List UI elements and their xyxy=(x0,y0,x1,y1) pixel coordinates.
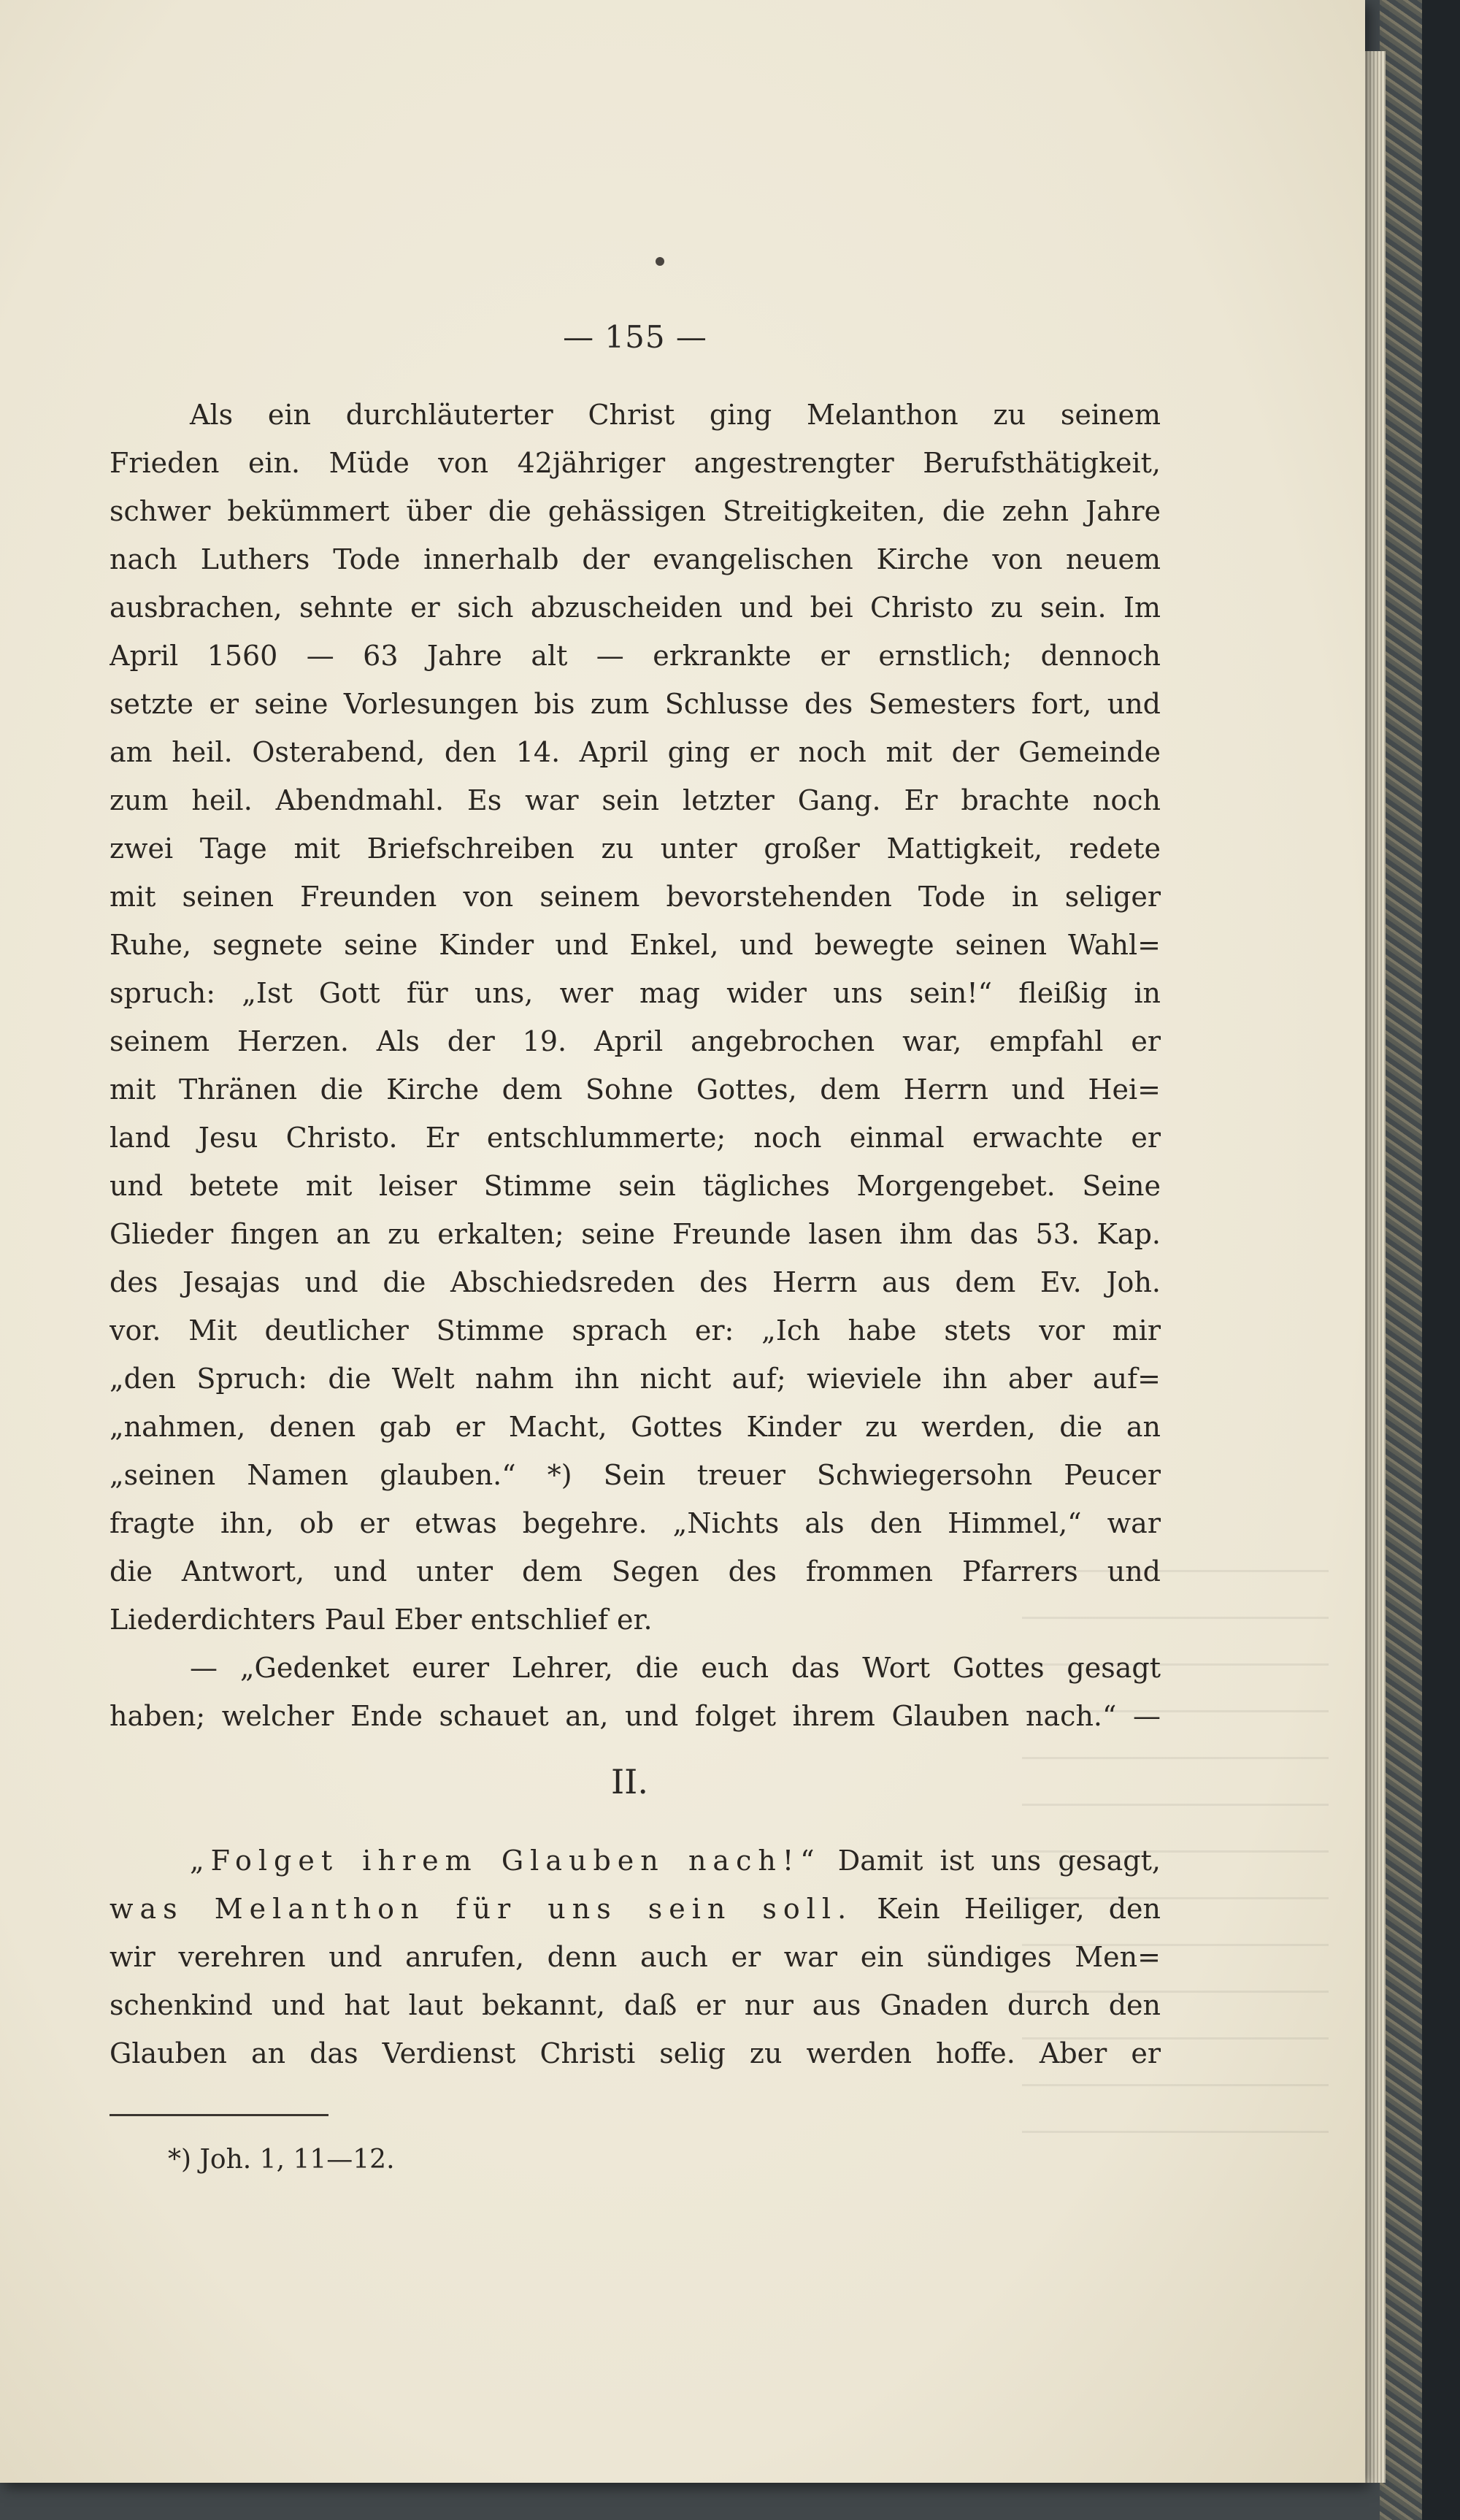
text-line: Ruhe, segnete seine Kinder und Enkel, und bewegte seinen Wahl= xyxy=(110,929,1161,961)
text-run: Damit ist uns gesagt, xyxy=(821,1845,1161,1877)
footnote-rule xyxy=(110,2114,328,2116)
text-line: nach Luthers Tode innerhalb der evangelischen Kirche von neuem xyxy=(110,543,1161,575)
footnote: *) Joh. 1, 11—12. xyxy=(168,2145,395,2175)
text-line: schenkind und hat laut bekannt, daß er nur aus Gnaden durch den xyxy=(110,1989,1161,2021)
text-line: Glieder fingen an zu erkalten; seine Freunde lasen ihm das 53. Kap. xyxy=(110,1218,1161,1250)
text-line: und betete mit leiser Stimme sein tägliches Morgengebet. Seine xyxy=(110,1170,1161,1202)
text-line: „nahmen, denen gab er Macht, Gottes Kinder zu werden, die an xyxy=(110,1411,1161,1443)
text-line: Frieden ein. Müde von 42jähriger angestrengter Berufsthätigkeit, xyxy=(110,447,1161,479)
text-line: „den Spruch: die Welt nahm ihn nicht auf; wieviele ihn aber auf= xyxy=(110,1363,1161,1395)
text-line: haben; welcher Ende schauet an, und folget ihrem Glauben nach.“ — xyxy=(110,1700,1161,1732)
ink-speck xyxy=(656,257,664,266)
text-line: zum heil. Abendmahl. Es war sein letzter Gang. Er brachte noch xyxy=(110,784,1161,816)
text-line: seinem Herzen. Als der 19. April angebrochen war, empfahl er xyxy=(110,1025,1161,1057)
text-line: wir verehren und anrufen, denn auch er war ein sündiges Men= xyxy=(110,1941,1161,1973)
paragraph-death-of-melanthon xyxy=(110,391,1161,1740)
text-line: schwer bekümmert über die gehässigen Streitigkeiten, die zehn Jahre xyxy=(110,495,1161,527)
text-line xyxy=(110,1837,1161,1885)
binding-shadow xyxy=(1422,0,1460,2520)
paragraph-section-two xyxy=(110,1837,1161,2077)
text-line: Als ein durchläuterter Christ ging Melanthon zu seinem xyxy=(190,399,1161,431)
spaced-emphasis: was Melanthon für uns sein soll. xyxy=(110,1893,853,1925)
spaced-emphasis: „Folget ihrem Glauben nach!“ xyxy=(190,1845,821,1877)
text-line: spruch: „Ist Gott für uns, wer mag wider uns sein!“ fleißig in xyxy=(110,977,1161,1009)
text-line: zwei Tage mit Briefschreiben zu unter großer Mattigkeit, redete xyxy=(110,832,1161,865)
section-heading: II. xyxy=(611,1762,648,1801)
page-number: — 155 — xyxy=(563,319,707,355)
text-line: fragte ihn, ob er etwas begehre. „Nichts als den Himmel,“ war xyxy=(110,1507,1161,1539)
text-line: setzte er seine Vorlesungen bis zum Schlusse des Semesters fort, und xyxy=(110,688,1161,720)
text-run: Kein Heiliger, den xyxy=(853,1893,1161,1925)
text-line: mit seinen Freunden von seinem bevorstehenden Tode in seliger xyxy=(110,881,1161,913)
text-line: die Antwort, und unter dem Segen des frommen Pfarrers und xyxy=(110,1555,1161,1588)
text-line: mit Thränen die Kirche dem Sohne Gottes, dem Herrn und Hei= xyxy=(110,1073,1161,1106)
text-line: land Jesu Christo. Er entschlummerte; noch einmal erwachte er xyxy=(110,1122,1161,1154)
text-line: „seinen Namen glauben.“ *) Sein treuer Schwiegersohn Peucer xyxy=(110,1459,1161,1491)
text-line: Glauben an das Verdienst Christi selig zu werden hoffe. Aber er xyxy=(110,2037,1161,2069)
text-line: April 1560 — 63 Jahre alt — erkrankte er ernstlich; dennoch xyxy=(110,640,1161,672)
text-line: Liederdichters Paul Eber entschlief er. xyxy=(110,1604,653,1636)
text-line xyxy=(110,1885,1161,1933)
text-line: vor. Mit deutlicher Stimme sprach er: „Ich habe stets vor mir xyxy=(110,1314,1161,1347)
text-line: am heil. Osterabend, den 14. April ging er noch mit der Gemeinde xyxy=(110,736,1161,768)
text-line: — „Gedenket eurer Lehrer, die euch das Wort Gottes gesagt xyxy=(190,1652,1161,1684)
text-line: ausbrachen, sehnte er sich abzuscheiden und bei Christo zu sein. Im xyxy=(110,591,1161,624)
text-line: des Jesajas und die Abschiedsreden des Herrn aus dem Ev. Joh. xyxy=(110,1266,1161,1298)
